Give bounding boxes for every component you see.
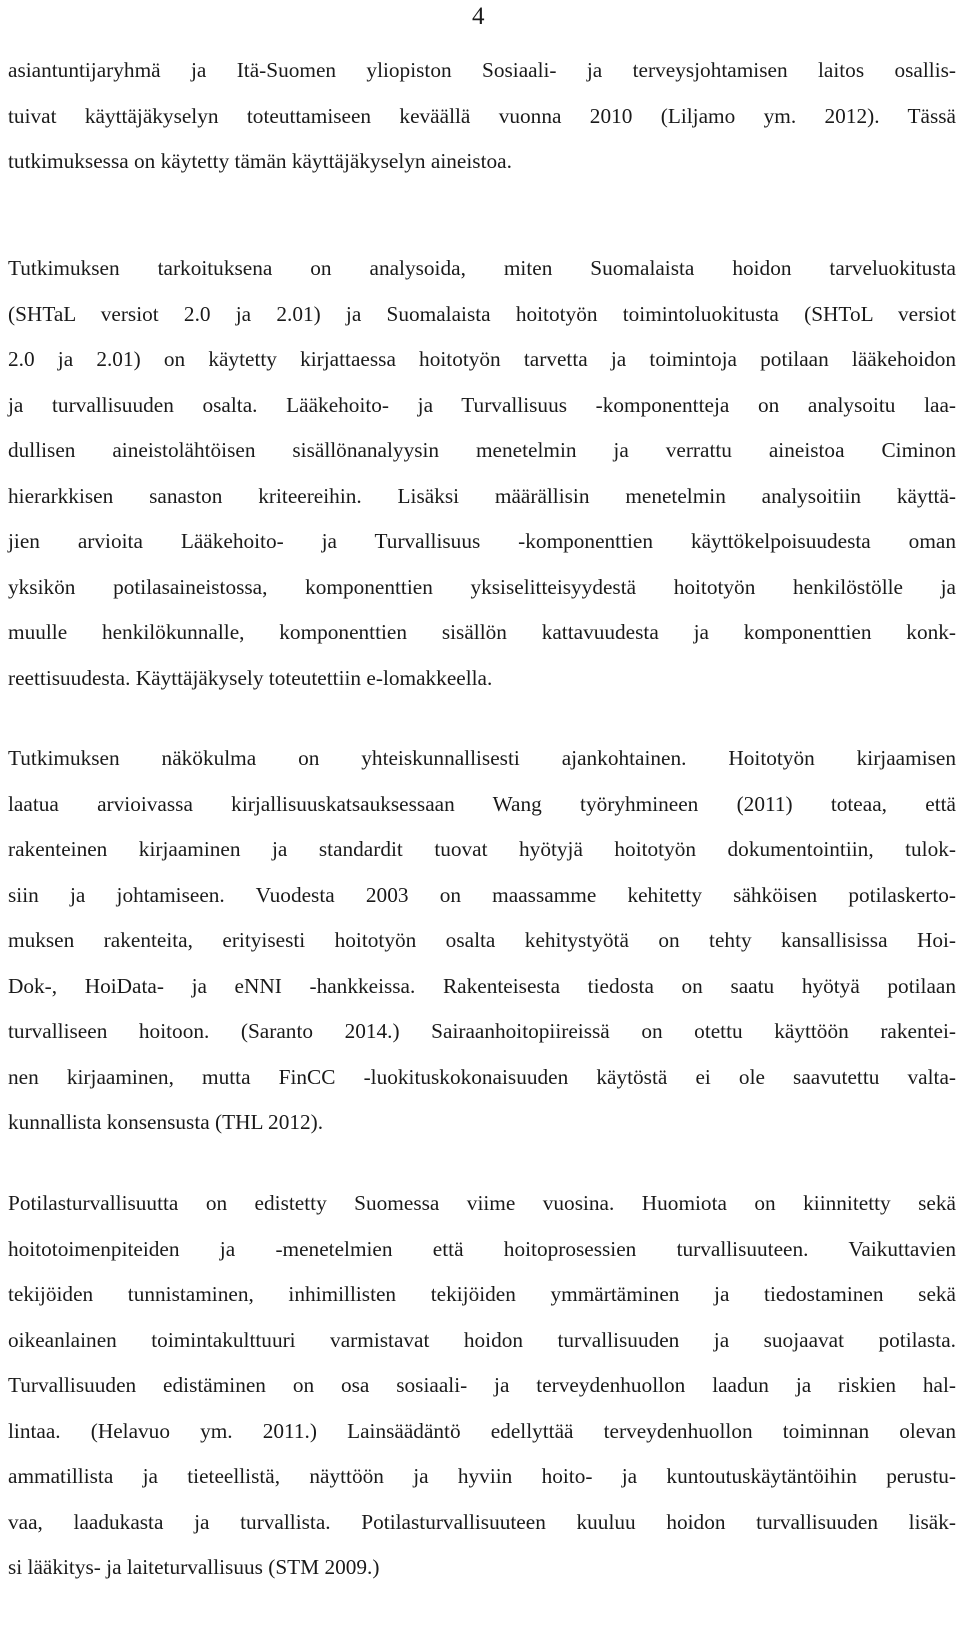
paragraph-4 <box>8 1181 956 1591</box>
text-line: dullisen aineistolähtöisen sisällönanalyysin menetelmin ja verrattu aineistoa Ciminon <box>8 438 956 462</box>
text-line: laatua arvioivassa kirjallisuuskatsauksessaan Wang työryhmineen (2011) toteaa, että <box>8 791 956 816</box>
text-line: lintaa. (Helavuo ym. 2011.) Lainsäädäntö edellyttää terveydenhuollon toiminnan olevan <box>8 1418 956 1443</box>
text-line: rakenteinen kirjaaminen ja standardit tuovat hyötyjä hoitotyön dokumentointiin, tulok- <box>8 837 956 861</box>
paragraph-1 <box>8 48 956 185</box>
text-line: jien arvioita Lääkehoito- ja Turvallisuus -komponenttien käyttökelpoisuudesta oman <box>8 529 956 553</box>
text-line: muksen rakenteita, erityisesti hoitotyön osalta kehitystyötä on tehty kansallisissa Hoi- <box>8 928 956 952</box>
text-line: muulle henkilökunnalle, komponenttien sisällön kattavuudesta ja komponenttien konk- <box>8 620 956 644</box>
text-line: Tutkimuksen näkökulma on yhteiskunnallisesti ajankohtainen. Hoitotyön kirjaamisen <box>8 746 956 770</box>
text-line: reettisuudesta. Käyttäjäkysely toteutettiin e-lomakkeella. <box>8 665 493 690</box>
text-line: hierarkkisen sanaston kriteereihin. Lisäksi määrällisin menetelmin analysoitiin käyttä- <box>8 483 956 508</box>
text-line: Potilasturvallisuutta on edistetty Suomessa viime vuosina. Huomiota on kiinnitetty sekä <box>8 1191 956 1215</box>
text-line: siin ja johtamiseen. Vuodesta 2003 on maassamme kehitetty sähköisen potilaskerto- <box>8 882 956 907</box>
text-line: tutkimuksessa on käytetty tämän käyttäjäkyselyn aineistoa. <box>8 149 512 173</box>
paragraph-3 <box>8 736 956 1146</box>
text-line: nen kirjaaminen, mutta FinCC -luokituskokonaisuuden käytöstä ei ole saavutettu valta- <box>8 1064 956 1089</box>
text-line: asiantuntijaryhmä ja Itä-Suomen yliopiston Sosiaali- ja terveysjohtamisen laitos osallis- <box>8 58 956 82</box>
text-line: yksikön potilasaineistossa, komponenttien yksiselitteisyydestä hoitotyön henkilöstölle ja <box>8 574 956 599</box>
page-number: 4 <box>472 3 485 30</box>
paragraph-2 <box>8 246 956 701</box>
text-line: turvalliseen hoitoon. (Saranto 2014.) Sairaanhoitopiireissä on otettu käyttöön rakentei- <box>8 1019 956 1043</box>
text-line: si lääkitys- ja laiteturvallisuus (STM 2009.) <box>8 1555 380 1579</box>
text-line: ammatillista ja tieteellistä, näyttöön ja hyviin hoito- ja kuntoutuskäytäntöihin perustu- <box>8 1464 956 1488</box>
text-line: Tutkimuksen tarkoituksena on analysoida, miten Suomalaista hoidon tarveluokitusta <box>8 256 956 280</box>
text-line: Dok-, HoiData- ja eNNI -hankkeissa. Rakenteisesta tiedosta on saatu hyötyä potilaan <box>8 973 956 998</box>
text-line: (SHTaL versiot 2.0 ja 2.01) ja Suomalaista hoitotyön toimintoluokitusta (SHToL versiot <box>8 301 956 326</box>
text-line: tekijöiden tunnistaminen, inhimillisten tekijöiden ymmärtäminen ja tiedostaminen sekä <box>8 1282 956 1306</box>
text-line: vaa, laadukasta ja turvallista. Potilasturvallisuuteen kuuluu hoidon turvallisuuden lisäk- <box>8 1509 956 1534</box>
text-line: oikeanlainen toimintakulttuuri varmistavat hoidon turvallisuuden ja suojaavat potilasta. <box>8 1327 956 1352</box>
text-line: Turvallisuuden edistäminen on osa sosiaali- ja terveydenhuollon laadun ja riskien hal- <box>8 1373 956 1397</box>
text-line: ja turvallisuuden osalta. Lääkehoito- ja Turvallisuus -komponentteja on analysoitu laa- <box>8 392 956 417</box>
text-line: 2.0 ja 2.01) on käytetty kirjattaessa hoitotyön tarvetta ja toimintoja potilaan lääkehoidon <box>8 347 956 371</box>
text-line: hoitotoimenpiteiden ja -menetelmien että hoitoprosessien turvallisuuteen. Vaikuttavien <box>8 1236 956 1261</box>
text-line: kunnallista konsensusta (THL 2012). <box>8 1110 324 1134</box>
text-line: tuivat käyttäjäkyselyn toteuttamiseen keväällä vuonna 2010 (Liljamo ym. 2012). Tässä <box>8 103 956 128</box>
